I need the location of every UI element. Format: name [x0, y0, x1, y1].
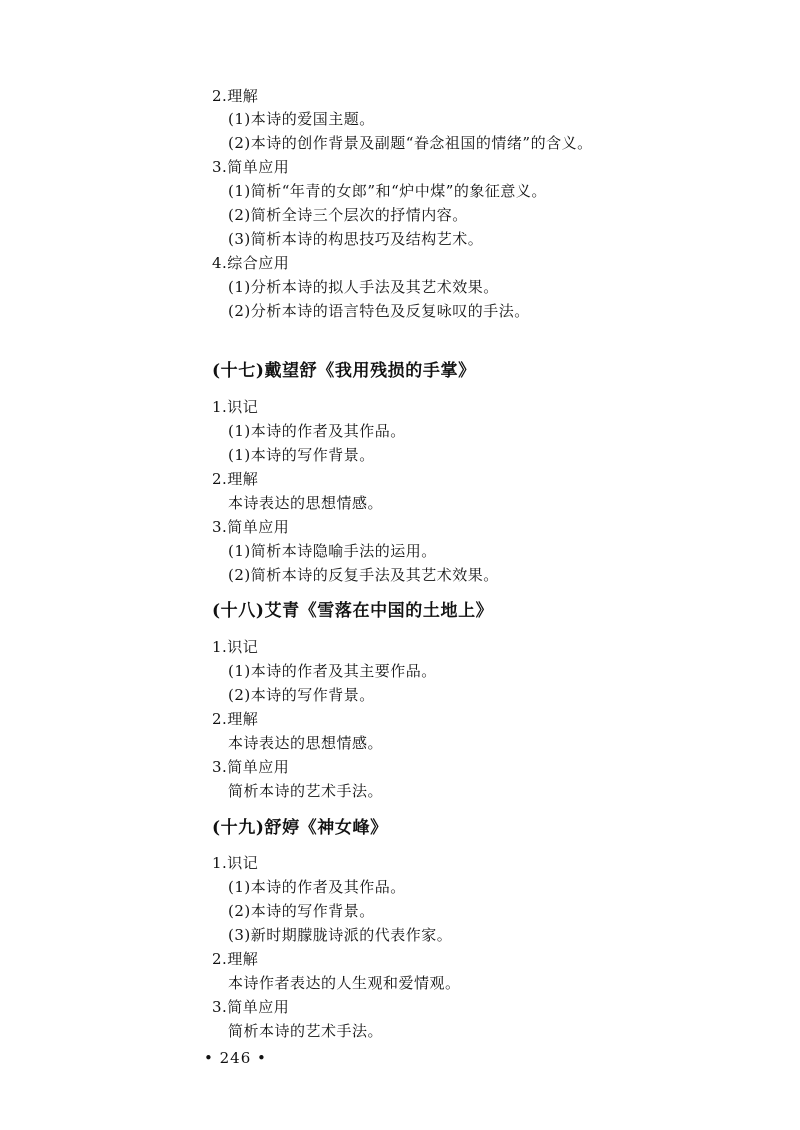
section-17-simple-item: (2)简析本诗的反复手法及其艺术效果。 [228, 566, 499, 584]
section-19-memory-item: (3)新时期朦胧诗派的代表作家。 [228, 926, 453, 944]
section-19-memory-item: (2)本诗的写作背景。 [228, 902, 375, 920]
page-number: • 246 • [204, 1049, 267, 1067]
section-18-simple-item: 简析本诗的艺术手法。 [228, 782, 384, 800]
section-16-understand-item: (1)本诗的爱国主题。 [228, 110, 375, 128]
section-18-memory-item: (1)本诗的作者及其主要作品。 [228, 662, 437, 680]
section-18-understand-title: 2.理解 [212, 710, 259, 728]
section-16-comprehensive-title: 4.综合应用 [212, 254, 290, 272]
section-17-simple-item: (1)简析本诗隐喻手法的运用。 [228, 542, 437, 560]
section-17-memory-item: (1)本诗的作者及其作品。 [228, 422, 406, 440]
section-17-simple-title: 3.简单应用 [212, 518, 290, 536]
section-18-heading: (十八)艾青《雪落在中国的土地上》 [212, 601, 494, 621]
section-18-memory-item: (2)本诗的写作背景。 [228, 686, 375, 704]
section-16-simple-title: 3.简单应用 [212, 158, 290, 176]
section-19-heading: (十九)舒婷《神女峰》 [212, 818, 388, 838]
section-16-understand-title: 2.理解 [212, 87, 259, 105]
section-19-simple-item: 简析本诗的艺术手法。 [228, 1022, 384, 1040]
section-17-memory-title: 1.识记 [212, 398, 259, 416]
section-17-heading: (十七)戴望舒《我用残损的手掌》 [212, 361, 476, 381]
section-17-understand-title: 2.理解 [212, 470, 259, 488]
section-17-memory-item: (1)本诗的写作背景。 [228, 446, 375, 464]
section-16-simple-item: (3)简析本诗的构思技巧及结构艺术。 [228, 230, 484, 248]
section-19-memory-item: (1)本诗的作者及其作品。 [228, 878, 406, 896]
section-16-comprehensive-item: (2)分析本诗的语言特色及反复咏叹的手法。 [228, 302, 530, 320]
section-16-understand-item: (2)本诗的创作背景及副题“眷念祖国的情绪”的含义。 [228, 134, 593, 152]
section-16-simple-item: (2)简析全诗三个层次的抒情内容。 [228, 206, 468, 224]
section-19-understand-item: 本诗作者表达的人生观和爱情观。 [228, 974, 461, 992]
section-19-simple-title: 3.简单应用 [212, 998, 290, 1016]
section-18-simple-title: 3.简单应用 [212, 758, 290, 776]
section-18-understand-item: 本诗表达的思想情感。 [228, 734, 384, 752]
section-16-comprehensive-item: (1)分析本诗的拟人手法及其艺术效果。 [228, 278, 499, 296]
section-19-memory-title: 1.识记 [212, 854, 259, 872]
section-18-memory-title: 1.识记 [212, 638, 259, 656]
section-19-understand-title: 2.理解 [212, 950, 259, 968]
section-17-understand-item: 本诗表达的思想情感。 [228, 494, 384, 512]
section-16-simple-item: (1)简析“年青的女郎”和“炉中煤”的象征意义。 [228, 182, 547, 200]
